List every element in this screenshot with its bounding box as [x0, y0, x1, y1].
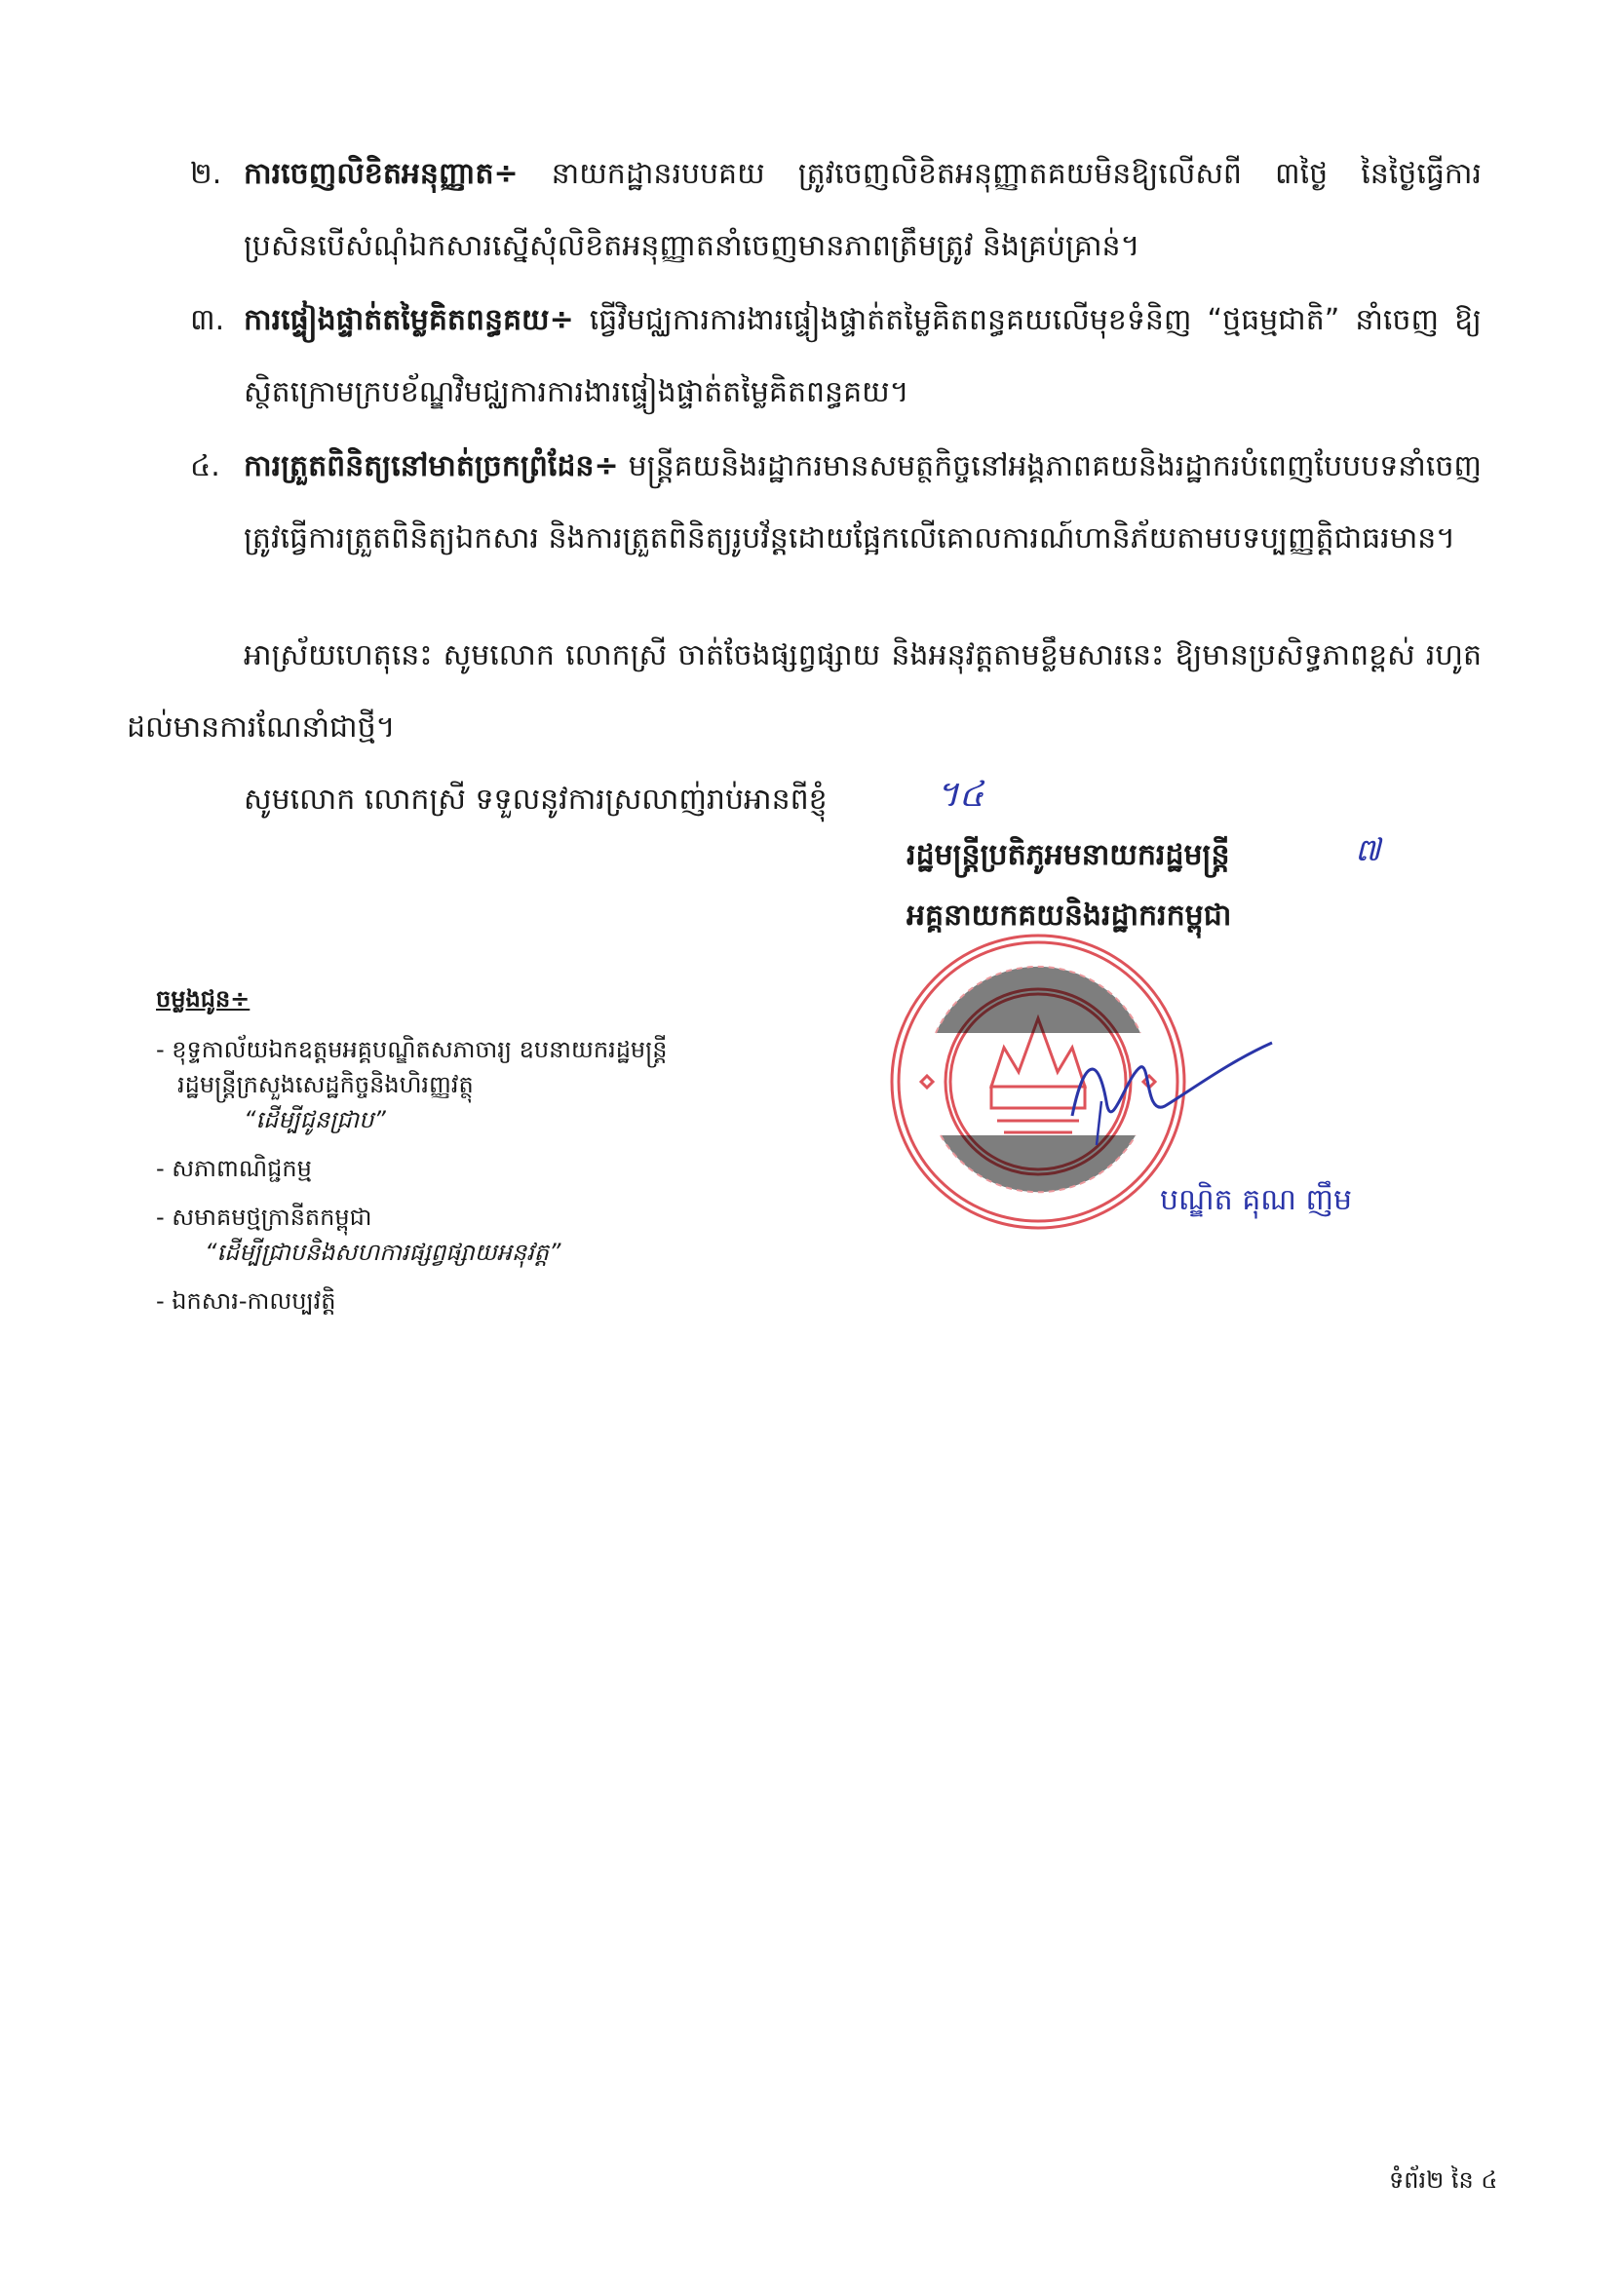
cc-item-subtext: រដ្ឋមន្ត្រីក្រសួងសេដ្ឋកិច្ចនិងហិរញ្ញវត្ថុ: [177, 1071, 474, 1098]
item-4: [190, 431, 1482, 575]
item-body: [244, 285, 1482, 429]
cc-item: [156, 1151, 780, 1186]
signer-title-line-2: អគ្គនាយកគយនិងរដ្ឋាករកម្ពុជា: [906, 899, 1232, 933]
signer-title-line-1: រដ្ឋមន្ត្រីប្រតិភូអមនាយករដ្ឋមន្ត្រី: [906, 838, 1230, 872]
cc-list: [156, 984, 780, 1332]
closing-paragraph: អាស្រ័យហេតុនេះ សូមលោក លោកស្រី ចាត់ចែងផ្សព្វផ្សាយ និងអនុវត្តតាមខ្លឹមសារនេះ ឱ្យមានប្រសិទ្ធភាពខ្ពស់ រហូតដល់មានការណែនាំជាថ្មី។: [127, 638, 1482, 745]
cc-item: [156, 1032, 780, 1137]
handwritten-mark: ៧: [1355, 831, 1381, 868]
cc-item-text: - ខុទ្ទកាល័យឯកឧត្តមអគ្គបណ្ឌិតសភាចារ្យ ឧបនាយករដ្ឋមន្ត្រី: [156, 1036, 668, 1063]
item-body: [244, 431, 1482, 575]
regards-line: សូមលោក លោកស្រី ទទួលនូវការស្រលាញ់រាប់អានពីខ្ញុំ: [244, 783, 828, 817]
item-text: មន្ត្រីគយនិងរដ្ឋាករមានសមត្ថកិច្ចនៅអង្គភាពគយនិងរដ្ឋាករបំពេញបែបបទនាំចេញ ត្រូវធ្វើការត្រួតពិនិត្យឯកសារ និងការត្រួតពិនិត្យរូបវ័ន្តដោយផ្អែកលើគោលការណ៍ហានិភ័យតាមបទប្បញ្ញត្តិជាធរមាន។: [244, 449, 1482, 555]
cc-item-note: “ដើម្បីជ្រាបនិងសហការផ្សព្វផ្សាយអនុវត្ត”: [205, 1239, 561, 1266]
handwritten-initials: ។៤: [936, 775, 984, 815]
page-number: ទំព័រ២ នៃ ៤: [1389, 2166, 1498, 2194]
item-number: ២.: [190, 157, 222, 191]
item-number: ៣.: [190, 303, 225, 337]
cc-item-note: “ដើម្បីជូនជ្រាប”: [244, 1106, 386, 1133]
cc-item-text: - សភាពាណិជ្ជកម្ម: [156, 1155, 312, 1182]
cc-title: ចម្លងជូន÷: [156, 985, 251, 1013]
item-heading: ការចេញលិខិតអនុញ្ញាត÷: [244, 157, 519, 191]
item-heading: ការត្រួតពិនិត្យនៅមាត់ច្រកព្រំដែន÷: [244, 449, 619, 483]
item-text: ធ្វើវិមជ្ឈការការងារផ្ទៀងផ្ទាត់តម្លៃគិតពន្ធគយលើមុខទំនិញ “ថ្មធម្មជាតិ” នាំចេញ ឱ្យស្ថិតក្រោមក្របខ័ណ្ឌវិមជ្ឈការការងារផ្ទៀងផ្ទាត់តម្លៃគិតពន្ធគយ។: [244, 303, 1482, 409]
cc-item: [156, 1200, 780, 1270]
signer-name: បណ្ឌិត គុណ ញឹម: [1160, 1183, 1353, 1217]
cc-item: [156, 1283, 780, 1319]
item-3: [190, 285, 1482, 429]
item-text: នាយកដ្ឋានរបបគយ ត្រូវចេញលិខិតអនុញ្ញាតគយមិនឱ្យលើសពី ៣ថ្ងៃ នៃថ្ងៃធ្វើការ ប្រសិនបើសំណុំឯកសារស្នើសុំលិខិតអនុញ្ញាតនាំចេញមានភាពត្រឹមត្រូវ និងគ្រប់គ្រាន់។: [244, 157, 1482, 263]
item-body: [244, 138, 1482, 283]
item-heading: ការផ្ទៀងផ្ទាត់តម្លៃគិតពន្ធគយ÷: [244, 303, 574, 337]
handwritten-signature: [1053, 1009, 1277, 1155]
item-number: ៤.: [190, 449, 220, 483]
item-2: [190, 138, 1482, 283]
cc-item-text: - សមាគមថ្មក្រានីតកម្ពុជា: [156, 1204, 372, 1231]
cc-item-text: - ឯកសារ-កាលប្បវត្តិ: [156, 1287, 336, 1315]
